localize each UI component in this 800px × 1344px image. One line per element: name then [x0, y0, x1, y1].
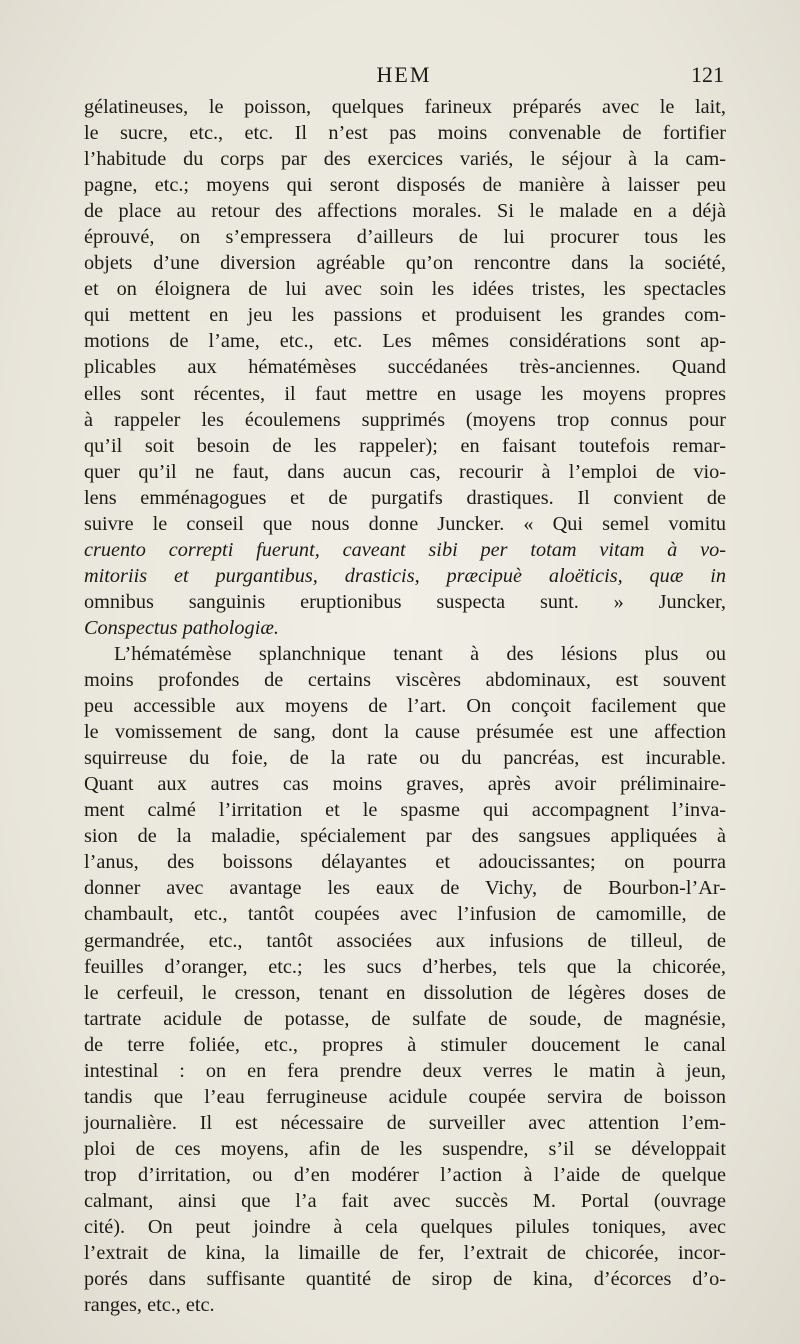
text-line: l’anus, des boissons délayantes et adoucissantes; on pourra [84, 851, 726, 874]
text-line: ploi de ces moyens, afin de les suspendre, s’il se développait [84, 1137, 726, 1160]
text-line: tartrate acidule de potasse, de sulfate de soude, de magnésie, [84, 1007, 726, 1030]
body-text [84, 94, 726, 1318]
text-line: porés dans suffisante quantité de sirop de kina, d’écorces d’o- [84, 1268, 726, 1291]
text-line: l’extrait de kina, la limaille de fer, l’extrait de chicorée, incor- [84, 1242, 726, 1265]
text-line: sion de la maladie, spécialement par des sangsues appliquées à [84, 825, 726, 848]
text-line: à rappeler les écoulemens supprimés (moyens trop connus pour [84, 408, 726, 431]
page-number: 121 [691, 62, 724, 87]
text-line: le vomissement de sang, dont la cause présumée est une affection [84, 721, 726, 744]
text-line: qui mettent en jeu les passions et produisent les grandes com- [84, 304, 726, 327]
running-title: HEM [376, 62, 432, 87]
text-line: objets d’une diversion agréable qu’on rencontre dans la société, [84, 252, 726, 275]
text-line: plicables aux hématémèses succédanées très-anciennes. Quand [84, 356, 726, 379]
text-line: suivre le conseil que nous donne Juncker. « Qui semel vomitu [84, 512, 726, 535]
text-line: peu accessible aux moyens de l’art. On conçoit facilement que [84, 695, 726, 718]
text-line: quer qu’il ne faut, dans aucun cas, recourir à l’emploi de vio- [84, 460, 726, 483]
text-line-latin: cruento correpti fuerunt, caveant sibi per totam vitam à vo- [84, 538, 726, 561]
text-line: le cerfeuil, le cresson, tenant en dissolution de légères doses de [84, 981, 726, 1004]
text-line: tandis que l’eau ferrugineuse acidule coupée servira de boisson [84, 1085, 726, 1108]
text-line: chambault, etc., tantôt coupées avec l’infusion de camomille, de [84, 903, 726, 926]
text-line: feuilles d’oranger, etc.; les sucs d’herbes, tels que la chicorée, [84, 955, 726, 978]
text-line: germandrée, etc., tantôt associées aux infusions de tilleul, de [84, 929, 726, 952]
text-line: éprouvé, on s’empressera d’ailleurs de lui procurer tous les [84, 226, 726, 249]
text-line: de place au retour des affections morales. Si le malade en a déjà [84, 200, 726, 223]
page-header [84, 62, 724, 92]
text-line-latin: Conspectus pathologiæ. [84, 616, 279, 639]
text-line: lens emménagogues et de purgatifs drastiques. Il convient de [84, 486, 726, 509]
text-line: omnibus sanguinis eruptionibus suspecta sunt. » Juncker, [84, 590, 726, 613]
text-line: pagne, etc.; moyens qui seront disposés de manière à laisser peu [84, 174, 726, 197]
text-line: elles sont récentes, il faut mettre en usage les moyens propres [84, 382, 726, 405]
text-line: donner avec avantage les eaux de Vichy, de Bourbon-l’Ar- [84, 877, 726, 900]
text-line: l’habitude du corps par des exercices variés, le séjour à la cam- [84, 148, 726, 171]
text-line: gélatineuses, le poisson, quelques farineux préparés avec le lait, [84, 96, 726, 118]
text-line: de terre foliée, etc., propres à stimuler doucement le canal [84, 1033, 726, 1056]
text-line: qu’il soit besoin de les rappeler); en faisant toutefois remar- [84, 434, 726, 457]
text-line: le sucre, etc., etc. Il n’est pas moins convenable de fortifier [84, 122, 726, 145]
text-line: moins profondes de certains viscères abdominaux, est souvent [84, 669, 726, 692]
text-line-latin: mitoriis et purgantibus, drasticis, præcipuè aloëticis, quæ in [84, 564, 726, 587]
text-line: ranges, etc., etc. [84, 1294, 215, 1317]
text-line: ment calmé l’irritation et le spasme qui accompagnent l’inva- [84, 799, 726, 822]
text-line: journalière. Il est nécessaire de surveiller avec attention l’em- [84, 1111, 726, 1134]
text-line: motions de l’ame, etc., etc. Les mêmes considérations sont ap- [84, 330, 726, 353]
text-line: Quant aux autres cas moins graves, après avoir préliminaire- [84, 773, 726, 796]
text-line: L’hématémèse splanchnique tenant à des lésions plus ou [114, 642, 726, 665]
text-line: squirreuse du foie, de la rate ou du pancréas, est incurable. [84, 747, 726, 770]
text-line: et on éloignera de lui avec soin les idées tristes, les spectacles [84, 278, 726, 301]
text-line: trop d’irritation, ou d’en modérer l’action à l’aide de quelque [84, 1163, 726, 1186]
text-line: calmant, ainsi que l’a fait avec succès M. Portal (ouvrage [84, 1189, 726, 1212]
paragraph-2 [84, 641, 726, 1318]
paragraph-1 [84, 94, 726, 641]
text-line: cité). On peut joindre à cela quelques pilules toniques, avec [84, 1216, 726, 1239]
text-line: intestinal : on en fera prendre deux verres le matin à jeun, [84, 1059, 726, 1082]
